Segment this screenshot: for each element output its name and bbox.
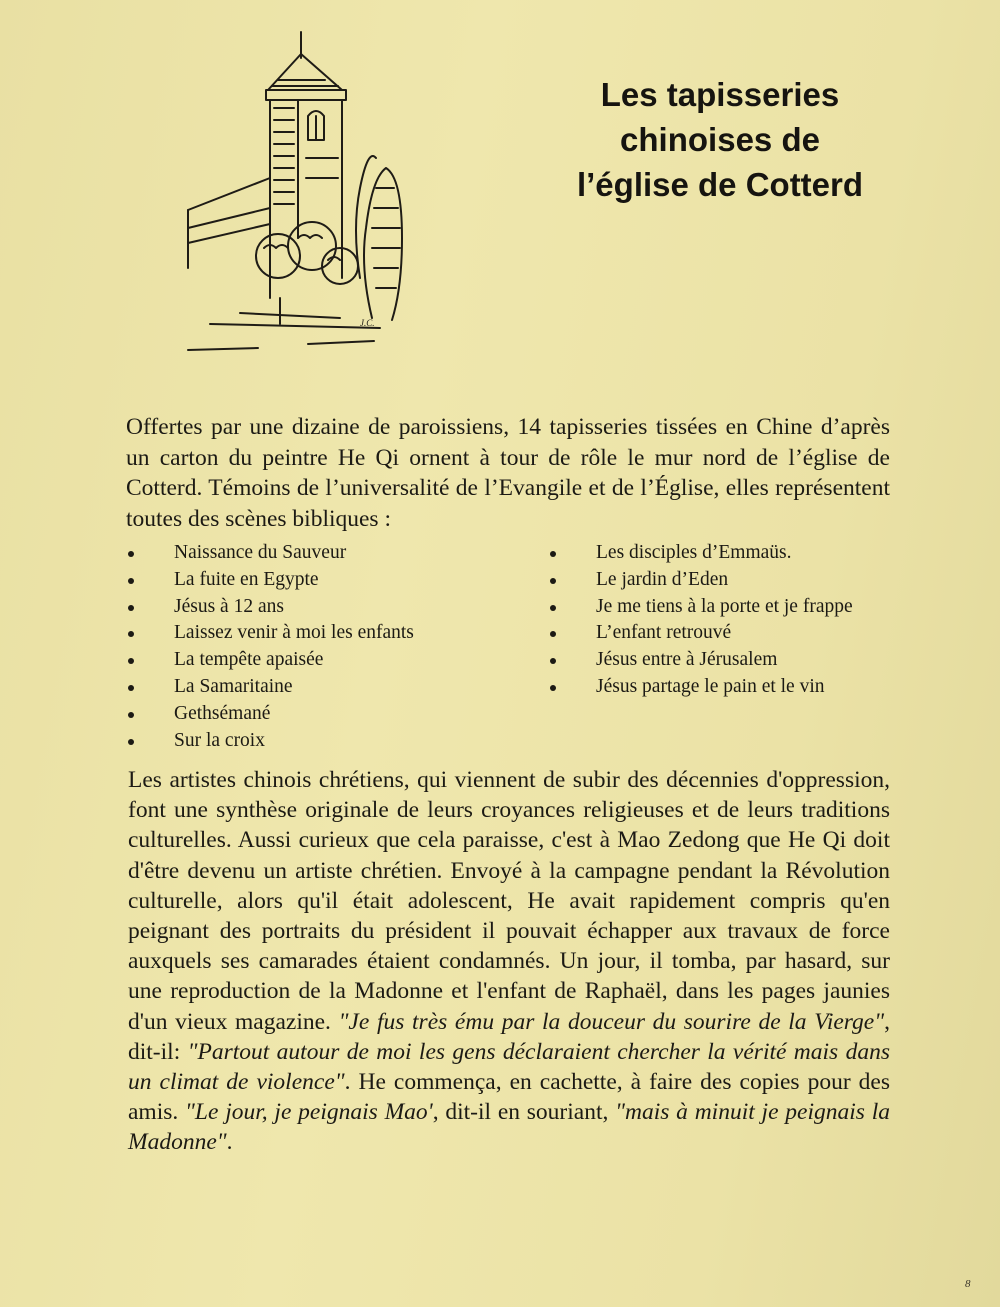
title-line-3: l’église de Cotterd: [576, 166, 864, 203]
list-item: Sur la croix: [126, 728, 526, 755]
page-title: [540, 72, 900, 207]
scene-list-left: [126, 540, 526, 754]
page-number: 8: [965, 1278, 971, 1290]
body-text-part: . He commença, en cachette, à faire des copies pour des amis.: [128, 1069, 890, 1126]
list-item: Naissance du Sauveur: [126, 540, 526, 567]
list-item: Jésus partage le pain et le vin: [548, 674, 868, 701]
body-text-part: .: [226, 1129, 233, 1156]
body-text-part: Les artistes chinois chrétiens, qui viennent de subir des décennies d'oppression, font une synthèse originale de leurs croyances religieuses et de leurs traditions culturelles. Aussi curieux que cela paraisse, c'est à Mao Zedong que He Qi doit d'être devenu un artiste chrétien. Envoyé à la campagne pendant la Révolution culturelle, alors qu'il était adolescent, He avait rapidement compris qu'en peignant des portraits du président il pouvait échapper aux travaux de force auxquels ses camarades étaient condamnés. Un jour, il tomba, par hasard, sur une reproduction de la Madonne et l'enfant de Raphaël, dans les pages jaunies d'un vieux magazine.: [128, 767, 890, 1035]
quote: "Je fus très ému par la douceur du sourire de la Vierge": [338, 1008, 885, 1035]
list-item: L’enfant retrouvé: [548, 620, 868, 647]
title-line-2: chinoises de: [620, 121, 820, 158]
list-item: Jésus entre à Jérusalem: [548, 647, 868, 674]
list-item: La fuite en Egypte: [126, 567, 526, 594]
intro-paragraph: Offertes par une dizaine de paroissiens, 14 tapisseries tissées en Chine d’après un carton du peintre He Qi ornent à tour de rôle le mur nord de l’église de Cotterd. Témoins de l’universalité de l’Evangile et de l’Église, elles représentent toutes des scènes bibliques :: [126, 414, 890, 532]
list-item: Gethsémané: [126, 701, 526, 728]
list-item: La Samaritaine: [126, 674, 526, 701]
list-item: Le jardin d’Eden: [548, 567, 868, 594]
title-line-1: Les tapisseries: [600, 76, 840, 113]
list-item: Jésus à 12 ans: [126, 594, 526, 621]
quote: "mais à minuit je peignais la Madonne": [128, 1099, 890, 1156]
list-item: Laissez venir à moi les enfants: [126, 620, 526, 647]
drawing-signature: J.C.: [360, 318, 375, 328]
list-item: Les disciples d’Emmaüs.: [548, 540, 868, 567]
quote: "Partout autour de moi les gens déclaraient chercher la vérité mais dans un climat de violence": [128, 1038, 890, 1096]
body-text-part: , dit-il en souriant,: [432, 1099, 616, 1126]
list-item: La tempête apaisée: [126, 647, 526, 674]
list-item: Je me tiens à la porte et je frappe: [548, 594, 868, 621]
body-paragraph: [128, 765, 890, 1158]
body-text-part: , dit-il:: [128, 1008, 890, 1065]
church-tower-sketch-icon: [180, 28, 410, 363]
scene-list-right: [548, 540, 868, 701]
quote: "Le jour, je peignais Mao': [185, 1099, 433, 1126]
